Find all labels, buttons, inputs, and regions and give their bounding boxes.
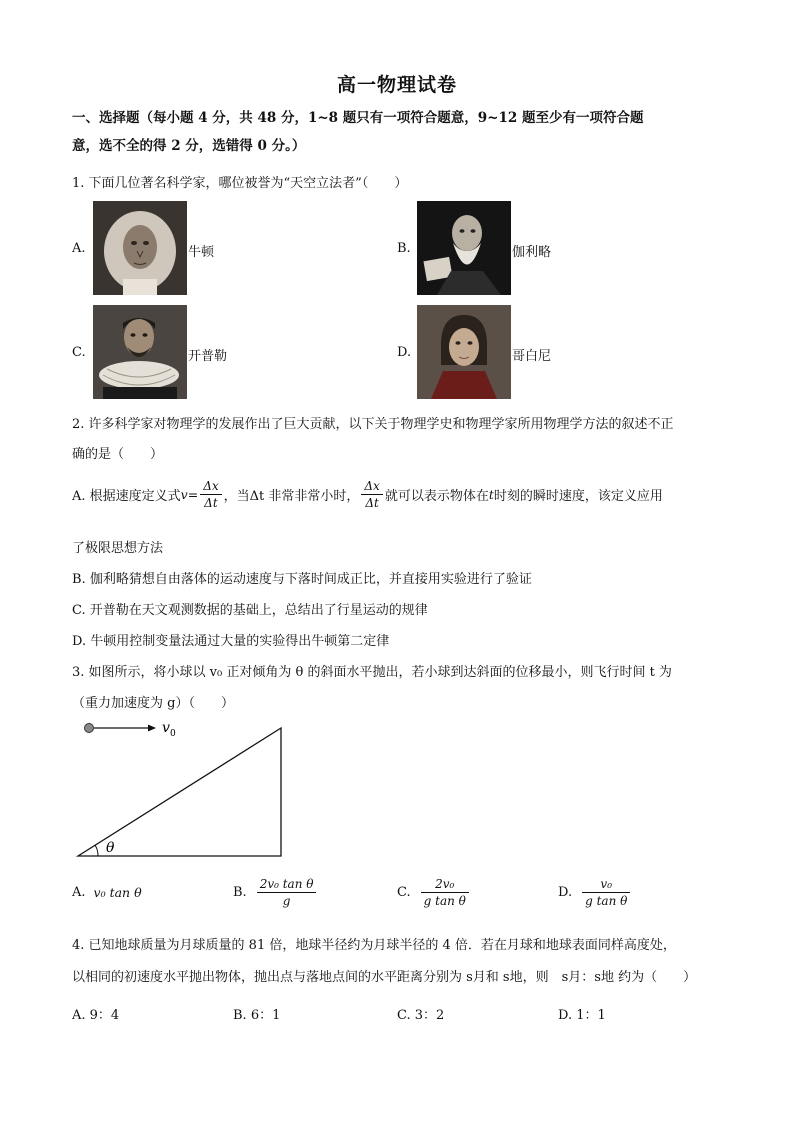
- page-title: 高一物理试卷: [336, 74, 457, 96]
- q2-option-a-fraction-2: [361, 478, 382, 511]
- q4-option-c: C. 3：2: [397, 1008, 445, 1023]
- q2-option-a-mid: ，当Δt 非常非常小时，: [223, 489, 360, 504]
- q3-option-b-den: g: [282, 893, 291, 908]
- q3-option-b-fraction: [257, 876, 317, 909]
- q2-option-b: B. 伽利略猜想自由落体的运动速度与下落时间成正比，并直接用实验进行了验证: [72, 572, 532, 587]
- q3-option-c-den: g tan θ: [423, 893, 466, 908]
- q2-option-a-num-2: Δx: [361, 478, 382, 495]
- q4-stem-line-2: 以相同的初速度水平抛出物体，抛出点与落地点间的水平距离分别为 s月和 s地，则 s月：s地 约为（ ）: [72, 970, 697, 985]
- q3-option-a-label: A.: [72, 884, 86, 900]
- fig-theta-label: θ: [106, 840, 115, 856]
- q1-option-c-name: 开普勒: [188, 349, 228, 364]
- newton-portrait-icon: [93, 201, 187, 295]
- q3-incline-figure: [70, 712, 300, 864]
- q4-option-d: D. 1：1: [558, 1008, 606, 1023]
- q3-option-d-label: D.: [558, 884, 573, 900]
- kepler-portrait-icon: [93, 305, 187, 399]
- q3-option-c-fraction: [421, 876, 469, 909]
- q3-option-d-fraction: [582, 876, 630, 909]
- q4-option-a: A. 9：4: [72, 1008, 120, 1023]
- q2-option-d: D. 牛顿用控制变量法通过大量的实验得出牛顿第二定律: [72, 634, 390, 649]
- section-line-2: 意，选不全的得 2 分，选错得 0 分。）: [72, 138, 306, 154]
- q2-option-a-line-2: 了极限思想方法: [72, 541, 164, 556]
- q2-option-a-eq: =: [187, 487, 199, 502]
- q1-option-b-name: 伽利略: [512, 245, 552, 260]
- q3-option-c-num: 2v₀: [421, 876, 469, 893]
- q3-option-c: [397, 872, 471, 912]
- q2-option-c: C. 开普勒在天文观测数据的基础上，总结出了行星运动的规律: [72, 603, 428, 618]
- q1-option-c-label: C.: [72, 345, 86, 360]
- q2-option-a-den-2: Δt: [365, 496, 379, 510]
- q3-stem-line-2: （重力加速度为 g）（ ）: [72, 696, 234, 711]
- q2-option-a-den: Δt: [204, 496, 218, 510]
- q2-option-a-prefix: A. 根据速度定义式: [72, 489, 181, 504]
- section-heading: [72, 104, 722, 160]
- q4-stem-line-1: 4. 已知地球质量为月球质量的 81 倍，地球半径约为月球半径的 4 倍．若在月球和地球表面同样高度处，: [72, 938, 676, 953]
- q2-option-a-fraction: [200, 478, 221, 511]
- q1-option-d-label: D.: [397, 345, 412, 360]
- ball-icon: [85, 724, 94, 733]
- q2-option-a-suffix-2: 时刻的瞬时速度，该定义应用: [493, 489, 663, 504]
- q2-stem-line-1: 2. 许多科学家对物理学的发展作出了巨大贡献，以下关于物理学史和物理学家所用物理学方法的叙述不正: [72, 417, 674, 432]
- q3-option-c-label: C.: [397, 884, 411, 900]
- q3-option-d-den: g tan θ: [585, 893, 628, 908]
- q1-option-b-label: B.: [397, 241, 411, 256]
- q2-option-a-suffix: 就可以表示物体在: [384, 489, 489, 504]
- copernicus-portrait-icon: [417, 305, 511, 399]
- q1-option-d-name: 哥白尼: [512, 349, 552, 364]
- q3-option-d: [558, 872, 632, 912]
- q3-option-a: [72, 872, 142, 912]
- q2-option-a: [72, 478, 663, 511]
- galileo-portrait-icon: [417, 201, 511, 295]
- velocity-arrow-head: [148, 725, 156, 732]
- q1-option-a-name: 牛顿: [188, 245, 215, 260]
- fig-v0-subscript: 0: [170, 729, 176, 739]
- q1-option-a-label: A.: [72, 241, 86, 256]
- q3-option-b-num: 2v₀ tan θ: [257, 876, 317, 893]
- q2-option-a-num: Δx: [200, 478, 221, 495]
- q3-option-b: [233, 872, 318, 912]
- q3-option-b-label: B.: [233, 884, 247, 900]
- q2-option-a-t: t: [488, 487, 494, 502]
- angle-arc: [95, 845, 98, 856]
- section-line-1: 一、选择题（每小题 4 分，共 48 分，1~8 题只有一项符合题意，9~12 题至少有一项符合题: [72, 110, 644, 126]
- incline-triangle: [78, 728, 281, 856]
- q3-option-a-text: v₀ tan θ: [93, 884, 142, 900]
- q2-stem-line-2: 确的是（ ）: [72, 447, 164, 462]
- q3-stem-line-1: 3. 如图所示，将小球以 v₀ 正对倾角为 θ 的斜面水平抛出，若小球到达斜面的位移最小，则飞行时间 t 为: [72, 665, 672, 680]
- q4-option-b: B. 6：1: [233, 1008, 281, 1023]
- fig-v0-label: v: [162, 720, 170, 736]
- q1-stem: 1. 下面几位著名科学家，哪位被誉为“天空立法者”（ ）: [72, 176, 408, 191]
- q2-option-a-v: v: [180, 487, 188, 502]
- q3-option-d-num: v₀: [582, 876, 630, 893]
